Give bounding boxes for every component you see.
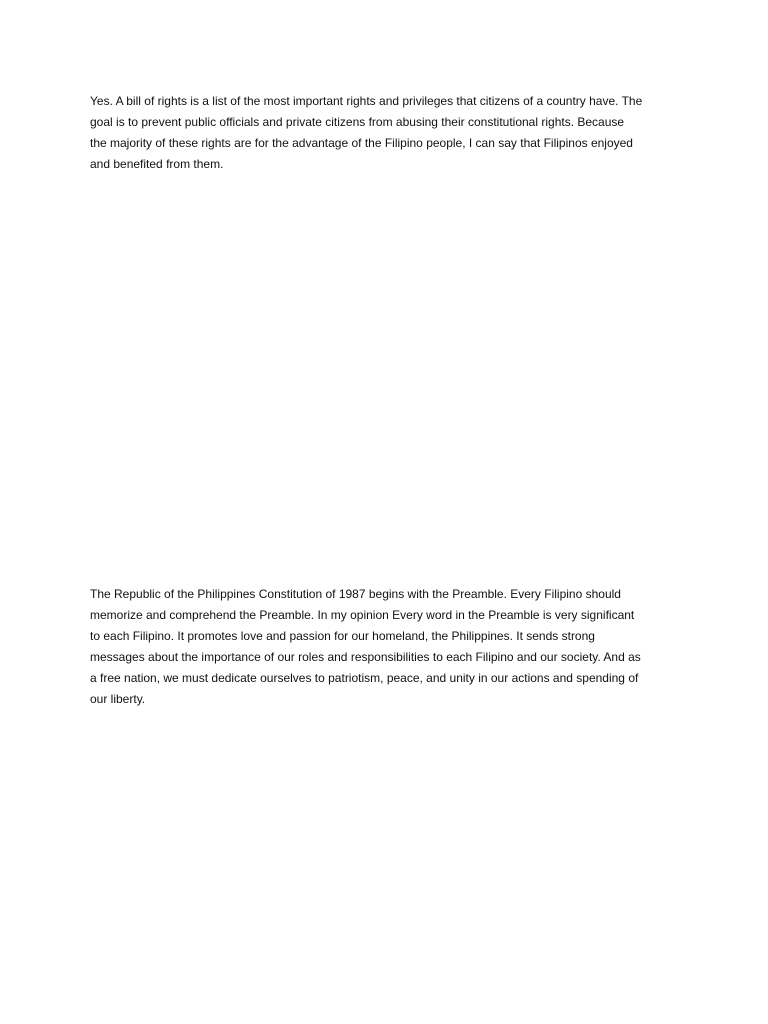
paragraph-line: to each Filipino. It promotes love and passion for our homeland, the Philippines. It sends strong (90, 629, 595, 643)
paragraph-line: and benefited from them. (90, 157, 224, 171)
paragraph-line: our liberty. (90, 692, 146, 706)
paragraph-line: a free nation, we must dedicate ourselves to patriotism, peace, and unity in our actions and spending of (90, 671, 639, 685)
paragraph-line: The Republic of the Philippines Constitution of 1987 begins with the Preamble. Every Filipino should (90, 587, 621, 601)
paragraph-bill-of-rights (90, 91, 690, 175)
paragraph-line: Yes. A bill of rights is a list of the most important rights and privileges that citizens of a country have. The (90, 94, 643, 108)
paragraph-line: messages about the importance of our roles and responsibilities to each Filipino and our society. And as (90, 650, 641, 664)
paragraph-line: memorize and comprehend the Preamble. In my opinion Every word in the Preamble is very significant (90, 608, 635, 622)
paragraph-line: the majority of these rights are for the advantage of the Filipino people, I can say that Filipinos enjoyed (90, 136, 633, 150)
paragraph-line: goal is to prevent public officials and private citizens from abusing their constitutional rights. Because (90, 115, 625, 129)
paragraph-preamble (90, 584, 690, 710)
